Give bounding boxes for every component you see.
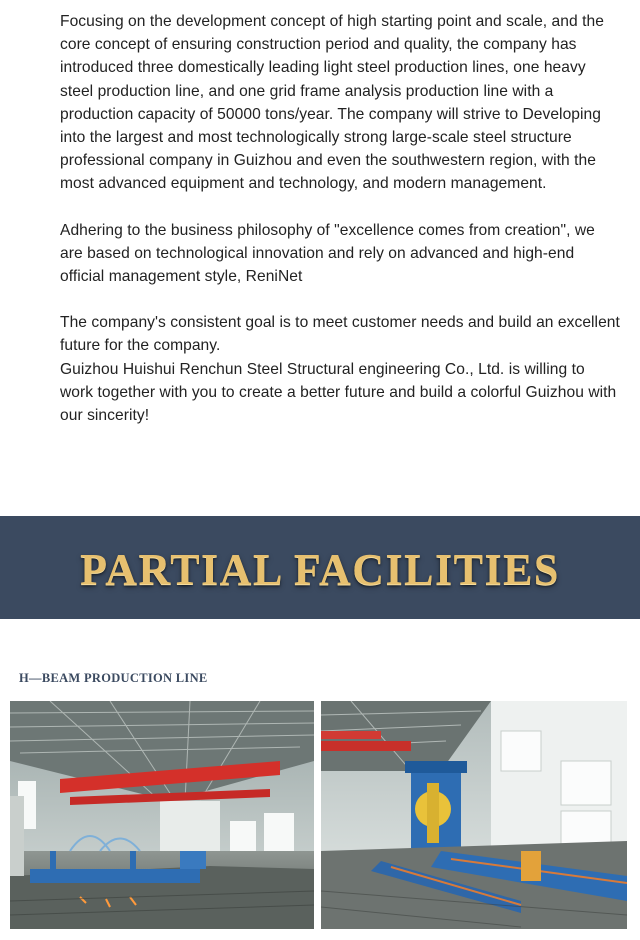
intro-paragraph-3 <box>60 311 620 427</box>
intro-paragraph-3-line-2: Guizhou Huishui Renchun Steel Structural engineering Co., Ltd. is willing to work together with you to create a better future and build a colorful Guizhou with our sincerity! <box>60 360 617 425</box>
intro-paragraph-3-line-1: The company's consistent goal is to meet customer needs and build an excellent future for the company. <box>60 314 620 355</box>
factory-photo-left <box>10 701 314 929</box>
intro-text <box>60 10 620 427</box>
h-beam-line-photo-right <box>321 701 627 929</box>
intro-paragraph-1: Focusing on the development concept of high starting point and scale, and the core concept of ensuring construction period and quality, the company has introduced three domestically leading light steel production lines, one heavy steel production line, and one grid frame analysis production line with a production capacity of 50000 tons/year. The company will strive to Developing into the largest and most technologically strong large-scale steel structure professional company in Guizhou and even the southwestern region, with the most advanced equipment and technology, and modern management. <box>60 13 604 193</box>
h-beam-line-photo-left <box>10 701 314 929</box>
facilities-banner <box>0 516 640 619</box>
section-label: H—BEAM PRODUCTION LINE <box>19 671 208 685</box>
banner-title: PARTIAL FACILITIES <box>80 545 560 594</box>
factory-photo-right <box>321 701 627 929</box>
intro-paragraph-2: Adhering to the business philosophy of "excellence comes from creation", we are based on technological innovation and rely on advanced and high-end official management style, ReniNet <box>60 221 595 286</box>
